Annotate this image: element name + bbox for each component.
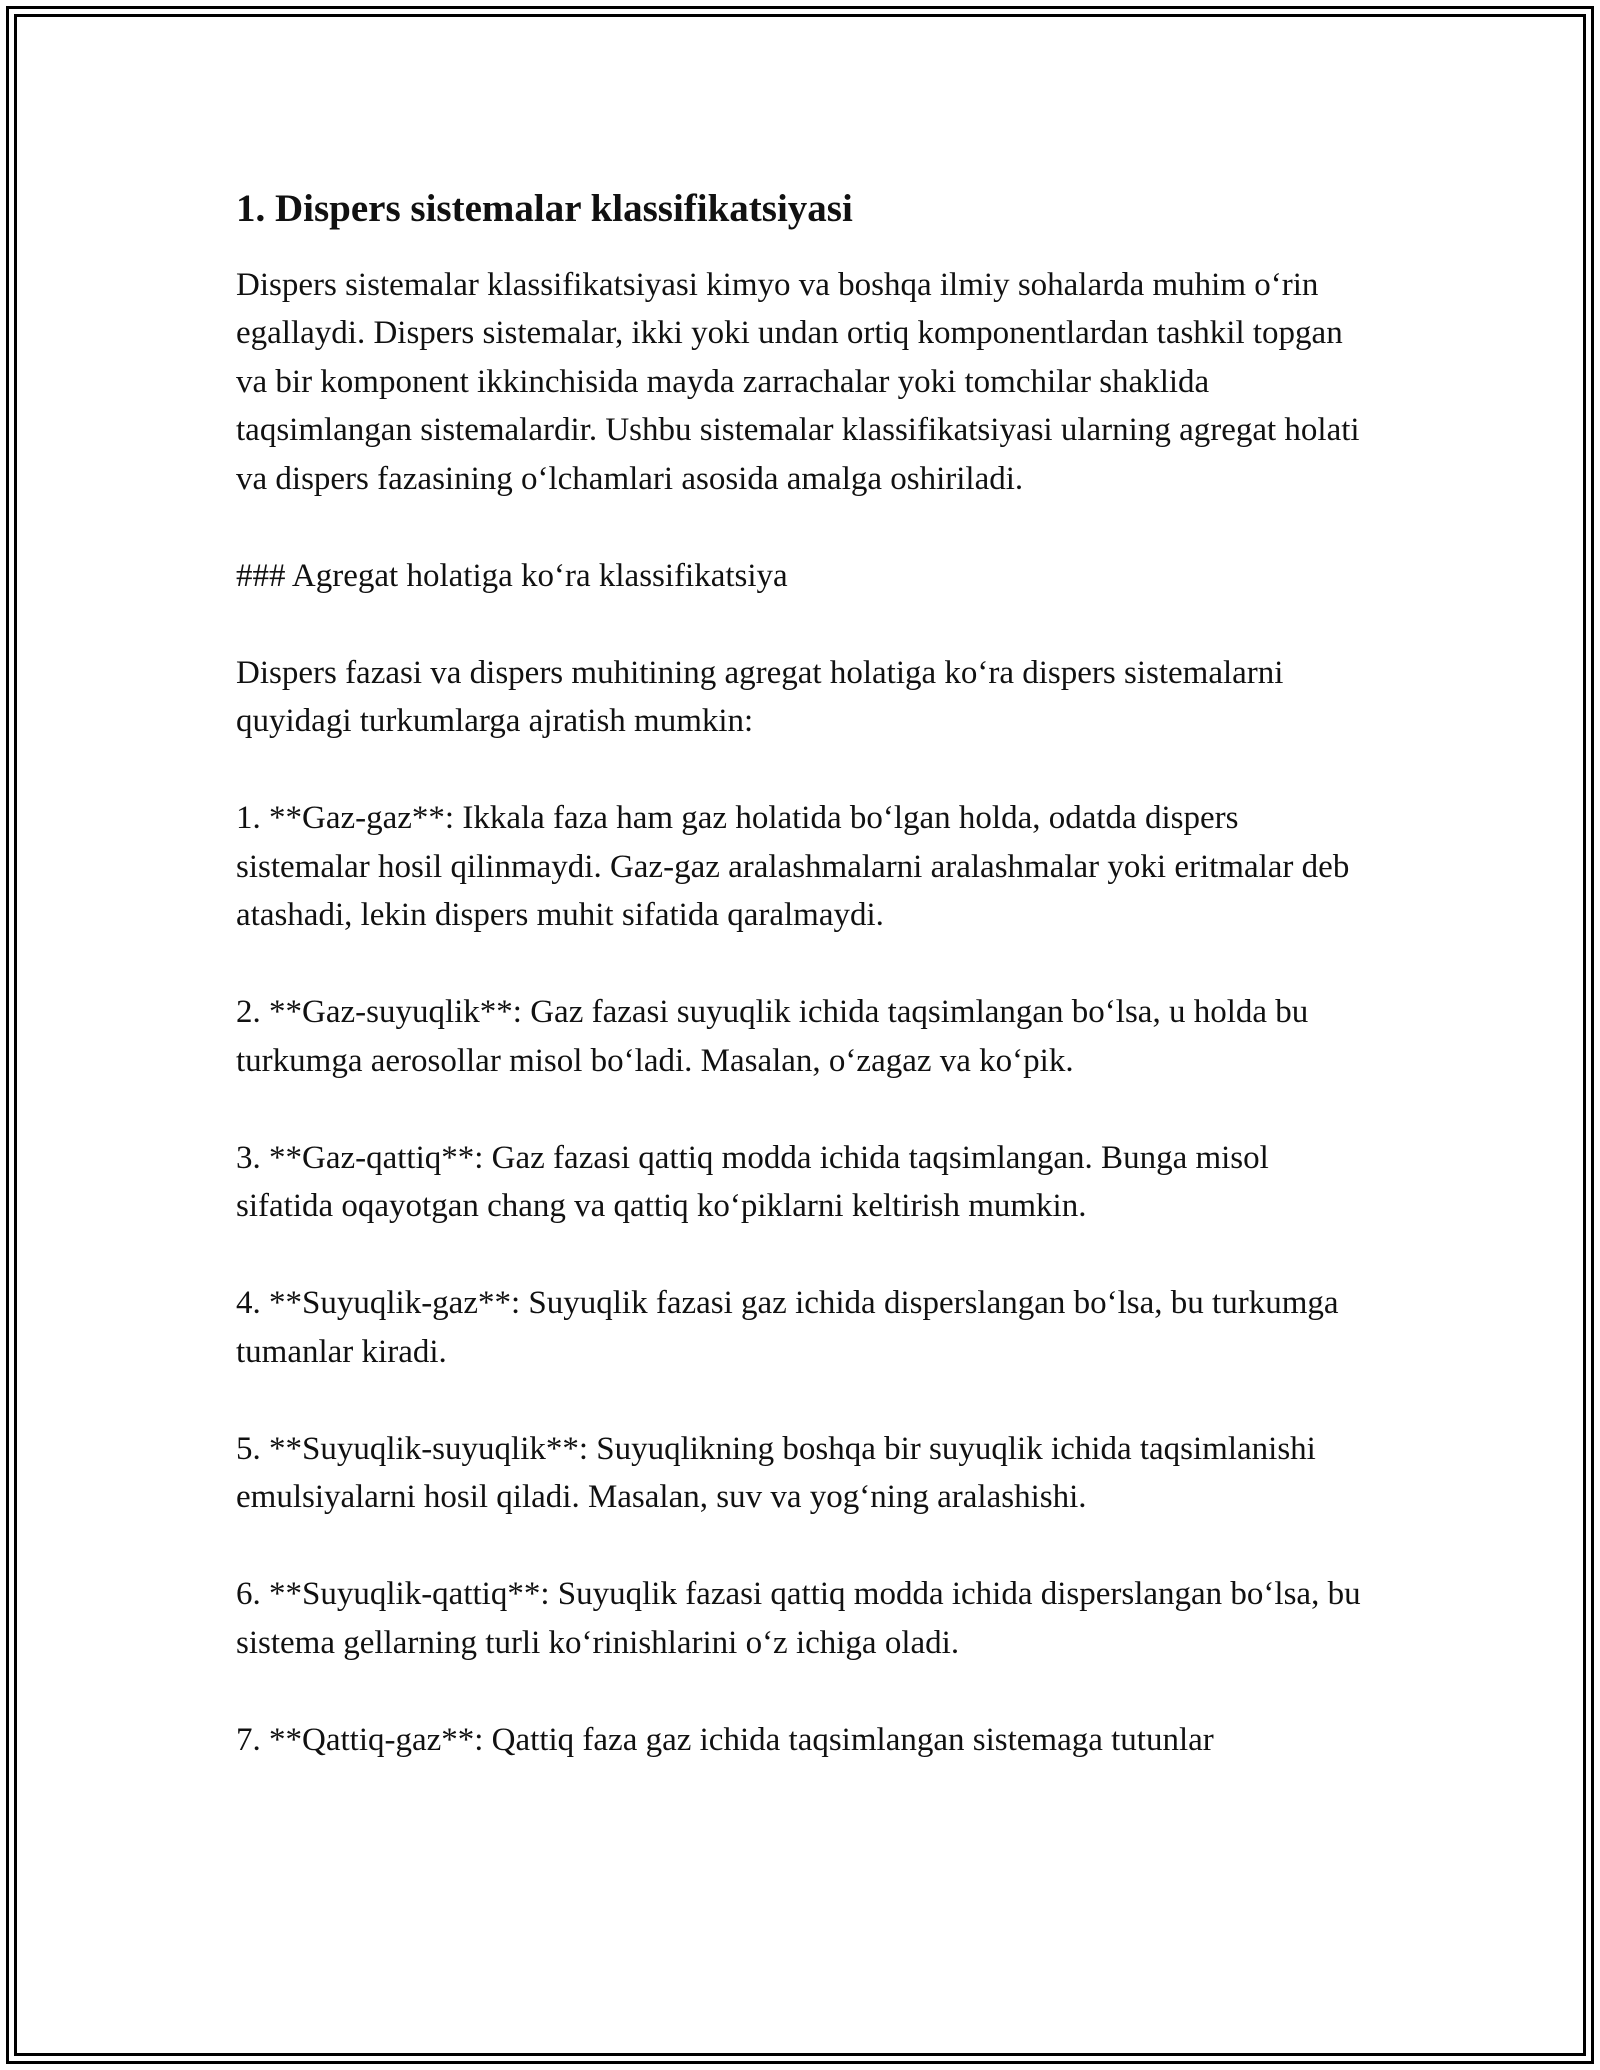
- list-item-gaz-gaz: 1. **Gaz-gaz**: Ikkala faza ham gaz holatida bo‘lgan holda, odatda dispers sistemalar hosil qilinmaydi. Gaz-gaz aralashmalarni aralashmalar yoki eritmalar deb atashadi, lekin dispers muhit sifatida qaralmaydi.: [236, 800, 1350, 934]
- document-body: [236, 186, 1366, 1813]
- subheading-agregat: ### Agregat holatiga ko‘ra klassifikatsiya: [236, 557, 788, 594]
- list-item-suyuqlik-suyuqlik: 5. **Suyuqlik-suyuqlik**: Suyuqlikning boshqa bir suyuqlik ichida taqsimlanishi emulsiyalarni hosil qiladi. Masalan, suv va yog‘ning aralashishi.: [236, 1430, 1316, 1516]
- section-title: 1. Dispers sistemalar klassifikatsiyasi: [236, 187, 853, 230]
- classification-intro: Dispers fazasi va dispers muhitining agregat holatiga ko‘ra dispers sistemalarni quyidagi turkumlarga ajratish mumkin:: [236, 654, 1284, 740]
- list-item-gaz-suyuqlik: 2. **Gaz-suyuqlik**: Gaz fazasi suyuqlik ichida taqsimlangan bo‘lsa, u holda bu turkumga aerosollar misol bo‘ladi. Masalan, o‘zagaz va ko‘pik.: [236, 994, 1309, 1079]
- list-item-suyuqlik-gaz: 4. **Suyuqlik-gaz**: Suyuqlik fazasi gaz ichida disperslangan bo‘lsa, bu turkumga tumanlar kiradi.: [236, 1285, 1339, 1370]
- list-item-suyuqlik-qattiq: 6. **Suyuqlik-qattiq**: Suyuqlik fazasi qattiq modda ichida disperslangan bo‘lsa, bu sistema gellarning turli ko‘rinishlarini o‘z ichiga oladi.: [236, 1576, 1361, 1661]
- list-item-qattiq-gaz: 7. **Qattiq-gaz**: Qattiq faza gaz ichida taqsimlangan sistemaga tutunlar: [236, 1721, 1214, 1758]
- intro-paragraph: Dispers sistemalar klassifikatsiyasi kimyo va boshqa ilmiy sohalarda muhim o‘rin egallaydi. Dispers sistemalar, ikki yoki undan ortiq komponentlardan tashkil topgan va bir komponent ikkinchisida mayda zarrachalar yoki tomchilar shaklida taqsimlangan sistemalardir. Ushbu sistemalar klassifikatsiyasi ularning agregat holati va dispers fazasining o‘lchamlari asosida amalga oshiriladi.: [236, 266, 1360, 497]
- list-item-gaz-qattiq: 3. **Gaz-qattiq**: Gaz fazasi qattiq modda ichida taqsimlangan. Bunga misol sifatida oqayotgan chang va qattiq ko‘piklarni keltirish mumkin.: [236, 1139, 1269, 1225]
